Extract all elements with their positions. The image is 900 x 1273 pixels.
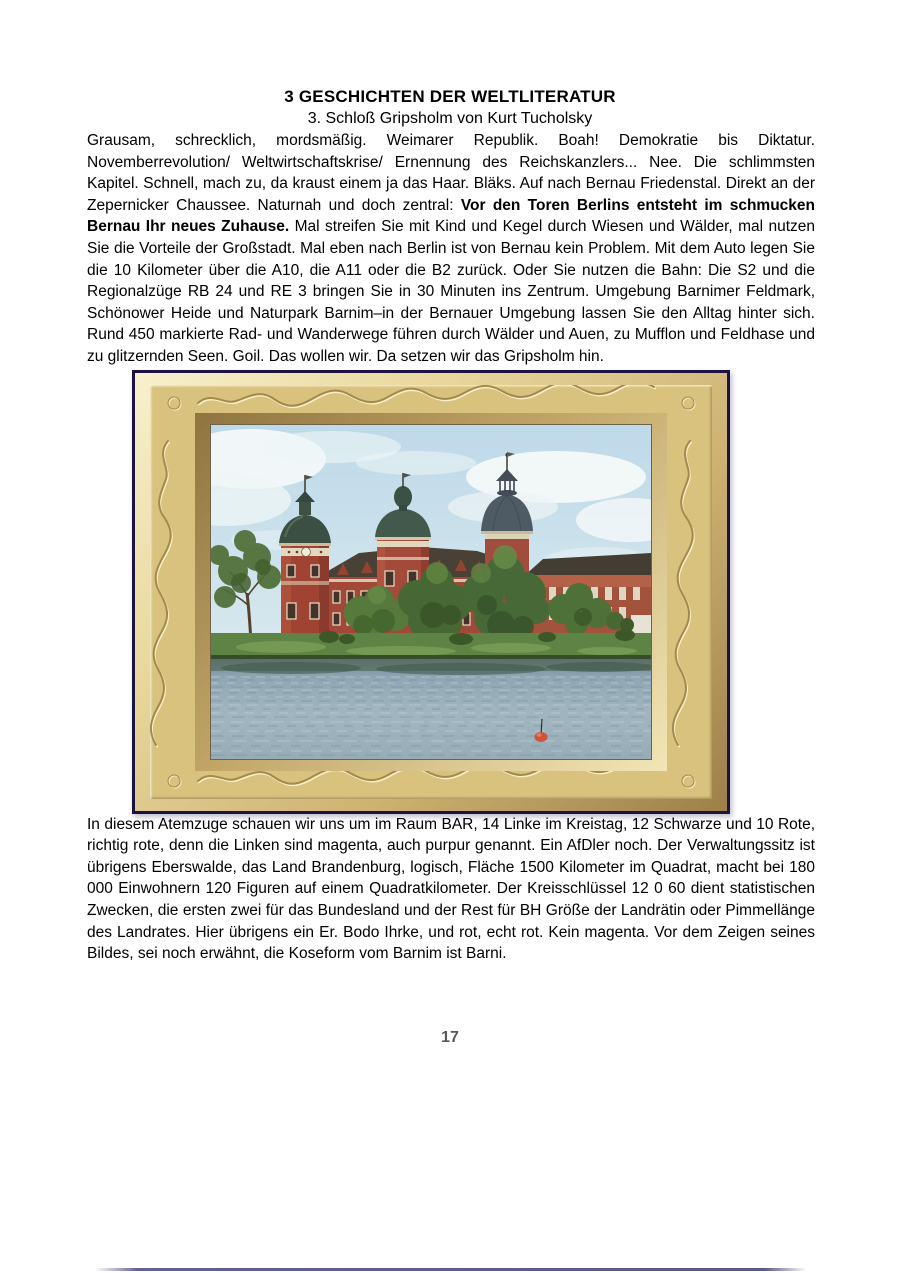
page-content — [87, 130, 815, 965]
paragraph-1-lead: Grausam, schrecklich, mordsmäßig. Weimarer Republik. Boah! Demokratie bis Diktatur. Novemberrevolution/ Weltwirtschaftskrise/ Ernennung des Reichskanzlers... Nee. Die schlimmsten Kapitel. Schnell, mach zu, da kraust einem ja das Haar. Bläks. Auf nach Bernau Friedenstal. Direkt an der Zepernicker Chaussee. Naturnah und doch zentral: — [87, 132, 815, 214]
chapter-title: 3 GESCHICHTEN DER WELTLITERATUR — [284, 87, 616, 106]
paragraph-2: In diesem Atemzuge schauen wir uns um im Raum BAR, 14 Linke im Kreistag, 12 Schwarze und 10 Rote, richtig rote, denn die Linken sind magenta, auch purpur genannt. Ein AfDler noch. Der Verwaltungssitz ist übrigens Eberswalde, das Land Brandenburg, logisch, Fläche 1500 Kilometer im Quadrat, macht bei 180 000 Einwohnern 120 Figuren auf einem Quadratkilometer. Der Kreisschlüssel 12 0 60 dient statistischen Zwecken, die ersten zwei für das Bundesland und der Rest für BH Größe der Landrätin oder Pimmellänge des Landrates. Hier übrigens ein Er. Bodo Ihrke, und rot, echt rot. Kein magenta. Vor dem Zeigen seines Bildes, sei noch erwähnt, die Koseform vom Barnim ist Barni. — [87, 815, 815, 963]
footer-rule — [95, 1268, 807, 1271]
chapter-subtitle: 3. Schloß Gripsholm von Kurt Tucholsky — [307, 110, 593, 127]
picture-frame-inner-bevel — [195, 413, 667, 771]
framed-picture — [132, 370, 730, 814]
picture-frame-outer-edge — [132, 370, 730, 814]
page-header — [0, 0, 900, 130]
picture-frame-outer-bevel — [135, 373, 727, 811]
gripsholm-castle-photo — [211, 425, 651, 759]
page-number: 17 — [441, 1028, 459, 1046]
photo-inner-edge — [210, 424, 652, 760]
picture-frame-ornate-band — [150, 385, 712, 799]
paragraph-1-bold-slogan: Vor den Toren Berlins entsteht im schmucken Bernau Ihr neues Zuhause. — [87, 196, 815, 236]
paragraph-1 — [87, 130, 815, 368]
paragraph-1-tail: Mal streifen Sie mit Kind und Kegel durch Wiesen und Wälder, mal nutzen Sie die Vorteile der Großstadt. Mal eben nach Berlin ist von Bernau kein Problem. Mit dem Auto legen Sie die 10 Kilometer über die A10, die A11 oder die B2 zurück. Oder Sie nutzen die Bahn: Die S2 und die Regionalzüge RB 24 und RE 3 bringen Sie in 30 Minuten ins Zentrum. Umgebung Barnimer Feldmark, Schönower Heide und Naturpark Barnim–in der Bernauer Umgebung lassen Sie den Alltag hinter sich. Rund 450 markierte Rad- und Wanderwege führen durch Wälder und Auen, zu Mufflon und Feldhase und zu glitzernden Seen. Goil. Das wollen wir. Da setzen wir das Gripsholm hin. — [87, 218, 815, 365]
